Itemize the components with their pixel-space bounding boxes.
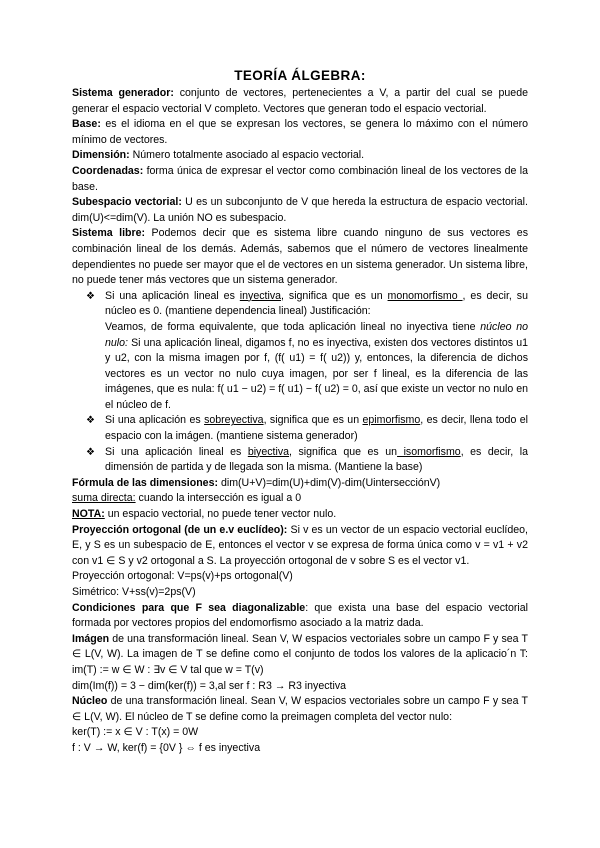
dimension-paragraph (72, 148, 528, 164)
injective-text-2: , significa que es un (281, 289, 388, 302)
direct-sum-paragraph (72, 491, 528, 507)
projection-paragraph (72, 523, 528, 570)
document-page (72, 68, 528, 757)
image-formula: dim(Im(f)) = 3 − dim(ker(f)) = 3,al ser f : R3 → R3 inyectiva (72, 679, 347, 692)
subspace-paragraph (72, 195, 528, 226)
bijective-text-1: Si una aplicación lineal es (105, 445, 248, 458)
list-item-injective (72, 289, 528, 414)
projection-term: Proyección ortogonal (de un e.v euclídeo): (72, 523, 288, 536)
surjective-text-2: , significa que es un (263, 414, 363, 427)
free-system-paragraph (72, 226, 528, 288)
image-paragraph (72, 632, 528, 679)
diagonalizable-paragraph (72, 601, 528, 632)
surjective-text-1: Si una aplicación es (105, 414, 205, 427)
kernel-formula-2: f : V → W, ker(f) = {0V } ⇔ f es inyectiva (72, 741, 261, 754)
isomorphism-term: isomorfismo (397, 445, 461, 458)
projection-text: Si v es un vector de un espacio vectorial euclídeo, E, y S es un subespacio de E, entonces el vector v se expresa de forma única como v = v1 + v2 con v1 ∈ S y v2 ortogonal a S. La proyección ortogonal de v sobre S es el vector v1. (72, 523, 528, 567)
bijective-term: biyectiva (247, 445, 290, 458)
note-paragraph (72, 507, 528, 523)
coordinates-paragraph (72, 164, 528, 195)
surjective-text-3: , es decir, llena todo el espacio con la imágen. (mantiene sistema generador) (105, 414, 528, 443)
morphism-list (72, 289, 528, 476)
coordinates-text: forma única de expresar el vector como combinación lineal de los vectores de la base. (72, 164, 528, 193)
basis-text: es el idioma en el que se expresan los vectores, se genera lo máximo con el número mínimo de vectores. (72, 118, 528, 146)
image-text: de una transformación lineal. Sean V, W espacios vectoriales sobre un campo F y sea T ∈ L(V, W). La imagen de T se define como el conjunto de todos los valores de la aplicacio´n T: im(T) := w ∈ W : ∃v ∈ V tal que w = T(v) (72, 632, 528, 676)
note-term: NOTA: (72, 508, 105, 521)
dim-formula-text: dim(U+V)=dim(U)+dim(V)-dim(UintersecciónV) (218, 476, 441, 489)
free-system-term: Sistema libre: (72, 227, 146, 240)
generator-term: Sistema generador: (72, 87, 174, 99)
basis-term: Base: (72, 118, 101, 131)
injective-text-1: Si una aplicación lineal es (105, 289, 240, 302)
basis-paragraph (72, 117, 528, 148)
diamond-bullet-icon: ❖ (86, 415, 95, 427)
diamond-bullet-icon: ❖ (86, 290, 95, 302)
free-system-text: Podemos decir que es sistema libre cuando ninguno de sus vectores es combinación lineal de los demás. Además, sabemos que el número de vectores linealmente dependientes no puede ser mayor que el de vectores en un sistema generador. Un sistema libre, no puede tener más vectores que un sistema generador. (72, 227, 528, 287)
bijective-text-2: , significa que es un (289, 445, 398, 458)
injective-term: inyectiva (239, 289, 282, 302)
subspace-term: Subespacio vectorial: (72, 196, 182, 209)
kernel-formula-1: ker(T) := x ∈ V : T(x) = 0W (72, 726, 199, 739)
subspace-text: U es un subconjunto de V que hereda la estructura de espacio vectorial. dim(U)<=dim(V). La unión NO es subespacio. (72, 196, 528, 224)
justification-italic: núcleo no nulo: (105, 320, 528, 349)
list-item-bijective (72, 445, 528, 476)
coordinates-term: Coordenadas: (72, 164, 144, 177)
direct-sum-text: cuando la intersección es igual a 0 (135, 492, 302, 505)
direct-sum-term: suma directa: (72, 492, 136, 505)
epimorphism-term: epimorfismo (362, 414, 421, 427)
generator-text: conjunto de vectores, pertenecientes a V, a partir del cual se puede generar el espacio vectorial V completo. Vectores que generan todo el espacio vectorial. (72, 87, 528, 115)
dimension-term: Dimensión: (72, 149, 130, 162)
kernel-text: de una transformación lineal. Sean V, W espacios vectoriales sobre un campo F y sea T ∈ L(V, W). El núcleo de T se define como la preimagen completa del vector nulo: (72, 695, 528, 723)
dimension-text: Número totalmente asociado al espacio vectorial. (129, 149, 365, 162)
monomorphism-term: monomorfismo (387, 289, 463, 302)
kernel-term: Núcleo (72, 695, 108, 708)
page-title: TEORÍA ÁLGEBRA: (234, 68, 366, 83)
diamond-bullet-icon: ❖ (86, 446, 95, 458)
injective-text-3: , es decir, su núcleo es 0. (mantiene dependencia lineal) Justificación: (105, 289, 528, 318)
surjective-term: sobreyectiva (204, 414, 264, 427)
dim-formula-paragraph (72, 476, 528, 492)
projection-formula-1: Proyección ortogonal: V=ps(v)+ps ortogonal(V) (72, 570, 293, 583)
justification-text-1: Veamos, de forma equivalente, que toda aplicación lineal no inyectiva tiene (105, 320, 481, 333)
generator-paragraph (72, 86, 528, 117)
diagonalizable-term: Condiciones para que F sea diagonalizable (72, 601, 306, 614)
kernel-paragraph (72, 694, 528, 725)
projection-formula-2: Simétrico: V+ss(v)=2ps(V) (72, 586, 196, 598)
justification-text-2: Si una aplicación lineal, digamos f, no es inyectiva, existen dos vectores distintos u1 y u2, con la misma imagen por f, (f( u1) = f( u2)) y, entonces, la diferencia de dichos vectores es un vector no nulo cuya imagen, por ser f lineal, es la diferencia de las imágenes, que es nula: f( u1 − u2) = f( u1) − f( u2) = 0, así que existe un vector no nulo en el núcleo de f. (105, 336, 528, 411)
dim-formula-term: Fórmula de las dimensiones: (72, 476, 218, 489)
diagonalizable-text: : que exista una base del espacio vectorial formada por vectores propios del endomorfismo asociado a la matriz dada. (72, 601, 528, 630)
image-term: Imágen (72, 632, 110, 645)
note-text: un espacio vectorial, no puede tener vector nulo. (104, 508, 337, 521)
bijective-text-3: , es decir, la dimensión de partida y de llegada son la misma. (Mantiene la base) (105, 445, 528, 474)
list-item-surjective (72, 413, 528, 444)
